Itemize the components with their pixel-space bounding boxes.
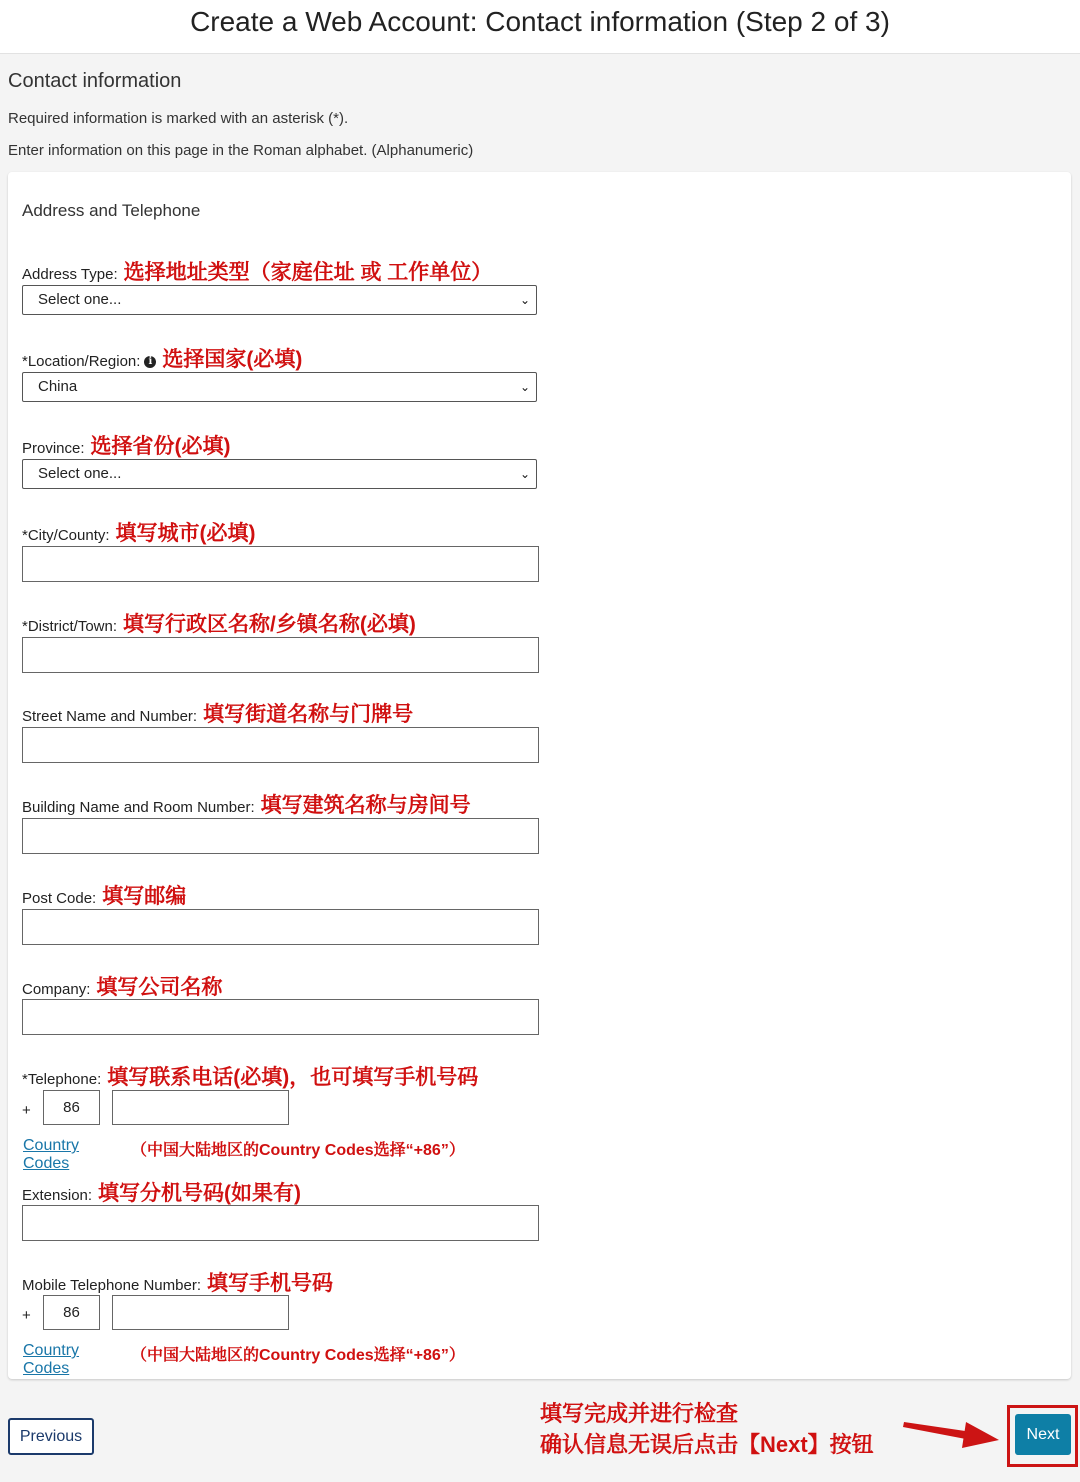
mobile-country-codes-link[interactable]: Country Codes <box>23 1342 80 1377</box>
footer-instruction-line2: 确认信息无误后点击【Next】按钮 <box>540 1432 874 1457</box>
telephone-country-codes-link[interactable]: Country Codes <box>23 1137 80 1172</box>
footer-instruction-line1: 填写完成并进行检查 <box>540 1401 739 1426</box>
city-annotation: 填写城市(必填) <box>115 522 256 545</box>
page-header <box>0 0 1080 54</box>
company-annotation: 填写公司名称 <box>96 976 223 999</box>
province-label: Province: 选择省份(必填) <box>22 435 231 458</box>
info-icon[interactable]: i <box>144 356 156 368</box>
address-type-label: Address Type: 选择地址类型（家庭住址 或 工作单位） <box>22 261 493 284</box>
telephone-country-code-input[interactable]: 86 <box>43 1090 100 1125</box>
chevron-down-icon: ⌄ <box>519 467 530 481</box>
extension-label: Extension: 填写分机号码(如果有) <box>22 1182 302 1205</box>
province-select[interactable]: Select one... ⌄ <box>22 459 537 489</box>
extension-annotation: 填写分机号码(如果有) <box>98 1182 302 1205</box>
location-annotation: 选择国家(必填) <box>162 348 303 371</box>
building-input[interactable] <box>22 818 539 854</box>
address-type-annotation: 选择地址类型（家庭住址 或 工作单位） <box>123 261 493 284</box>
mobile-country-codes-note: （中国大陆地区的Country Codes选择“+86”） <box>131 1347 465 1364</box>
page-title: Create a Web Account: Contact information (Step 2 of 3) <box>190 6 890 37</box>
company-input[interactable] <box>22 999 539 1035</box>
location-select[interactable]: China ⌄ <box>22 372 537 402</box>
city-input[interactable] <box>22 546 539 582</box>
post-code-input[interactable] <box>22 909 539 945</box>
extension-input[interactable] <box>22 1205 539 1241</box>
province-annotation: 选择省份(必填) <box>90 435 231 458</box>
chevron-down-icon: ⌄ <box>519 293 530 307</box>
previous-button[interactable]: Previous <box>8 1418 94 1455</box>
red-arrow-icon <box>902 1414 1002 1450</box>
post-code-annotation: 填写邮编 <box>102 885 187 908</box>
post-code-label: Post Code: 填写邮编 <box>22 885 187 908</box>
location-label: *Location/Region: i 选择国家(必填) <box>22 348 303 371</box>
alphabet-note: Enter information on this page in the Roman alphabet. (Alphanumeric) <box>8 142 474 159</box>
street-label: Street Name and Number: 填写街道名称与门牌号 <box>22 703 414 726</box>
plus-sign: + <box>22 1307 31 1324</box>
city-label: *City/County: 填写城市(必填) <box>22 522 256 545</box>
telephone-country-codes-note: （中国大陆地区的Country Codes选择“+86”） <box>131 1142 465 1159</box>
address-type-select[interactable]: Select one... ⌄ <box>22 285 537 315</box>
district-label: *District/Town: 填写行政区名称/乡镇名称(必填) <box>22 613 416 636</box>
next-button[interactable]: Next <box>1015 1414 1071 1455</box>
plus-sign: + <box>22 1102 31 1119</box>
telephone-number-input[interactable] <box>112 1090 289 1125</box>
chevron-down-icon: ⌄ <box>519 380 530 394</box>
telephone-label: *Telephone: 填写联系电话(必填)，也可填写手机号码 <box>22 1066 479 1089</box>
card-title: Address and Telephone <box>22 201 201 220</box>
district-input[interactable] <box>22 637 539 673</box>
building-label: Building Name and Room Number: 填写建筑名称与房间号 <box>22 794 471 817</box>
required-note: Required information is marked with an asterisk (*). <box>8 110 349 127</box>
company-label: Company: 填写公司名称 <box>22 976 223 999</box>
building-annotation: 填写建筑名称与房间号 <box>260 794 471 817</box>
street-input[interactable] <box>22 727 539 763</box>
mobile-annotation: 填写手机号码 <box>207 1272 333 1295</box>
telephone-annotation: 填写联系电话(必填)，也可填写手机号码 <box>107 1066 479 1089</box>
mobile-country-code-input[interactable]: 86 <box>43 1295 100 1330</box>
mobile-number-input[interactable] <box>112 1295 289 1330</box>
section-title: Contact information <box>8 70 182 92</box>
district-annotation: 填写行政区名称/乡镇名称(必填) <box>123 613 416 636</box>
footer-instruction <box>540 1398 874 1460</box>
street-annotation: 填写街道名称与门牌号 <box>203 703 414 726</box>
mobile-label: Mobile Telephone Number: 填写手机号码 <box>22 1272 333 1295</box>
address-telephone-card <box>8 172 1071 1379</box>
